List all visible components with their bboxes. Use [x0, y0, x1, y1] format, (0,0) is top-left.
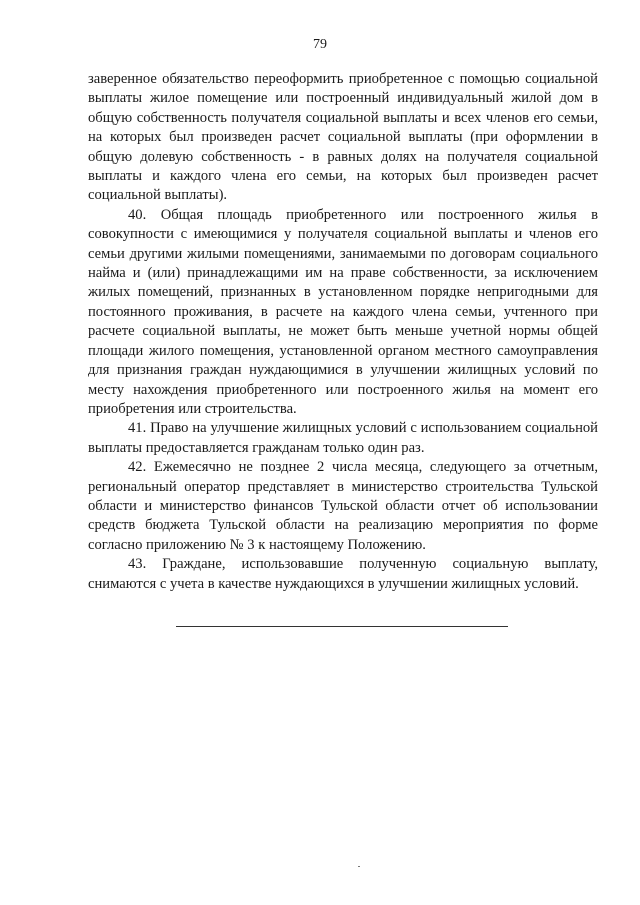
paragraph-42: 42. Ежемесячно не позднее 2 числа месяца, следующего за отчетным, региональный оператор представляет в министерство строительства Тульской области и министерство финансов Тульской области отчет об использовании средств бюджета Тульской области на реализацию мероприятия по форме согласно приложению № 3 к настоящему Положению.	[88, 459, 598, 553]
scan-speck	[358, 866, 360, 867]
page-number: 79	[313, 37, 327, 52]
paragraph-43: 43. Граждане, использовавшие полученную социальную выплату, снимаются с учета в качестве нуждающихся в улучшении жилищных условий.	[88, 556, 598, 592]
paragraph-40: 40. Общая площадь приобретенного или построенного жилья в совокупности с имеющимися у получателя социальной выплаты и членов его семьи другими жилыми помещениями, занимаемыми по договорам социального найма и (или) принадлежащими им на праве собственности, за исключением жилых помещений, признанных в установленном порядке непригодными для постоянного проживания, в расчете на каждого члена семьи, учтенного при расчете социальной выплаты, не может быть меньше учетной нормы общей площади жилого помещения, установленной органом местного самоуправления для признания граждан нуждающимися в улучшении жилищных условий по месту нахождения приобретенного или построенного жилья на момент его приобретения или строительства.	[88, 206, 598, 417]
paragraph-41: 41. Право на улучшение жилищных условий с использованием социальной выплаты предоставляется гражданам только один раз.	[88, 420, 598, 456]
paragraph-continuation: заверенное обязательство переоформить приобретенное с помощью социальной выплаты жилое помещение или построенный индивидуальный жилой дом в общую собственность получателя социальной выплаты и всех членов его семьи, на которых был произведен расчет социальной выплаты (при оформлении в общую долевую собственность - в равных долях на получателя социальной выплаты и каждого члена его семьи, на которых был произведен расчет социальной выплаты).	[88, 71, 598, 204]
document-body	[88, 70, 598, 594]
section-divider-line	[176, 626, 508, 627]
